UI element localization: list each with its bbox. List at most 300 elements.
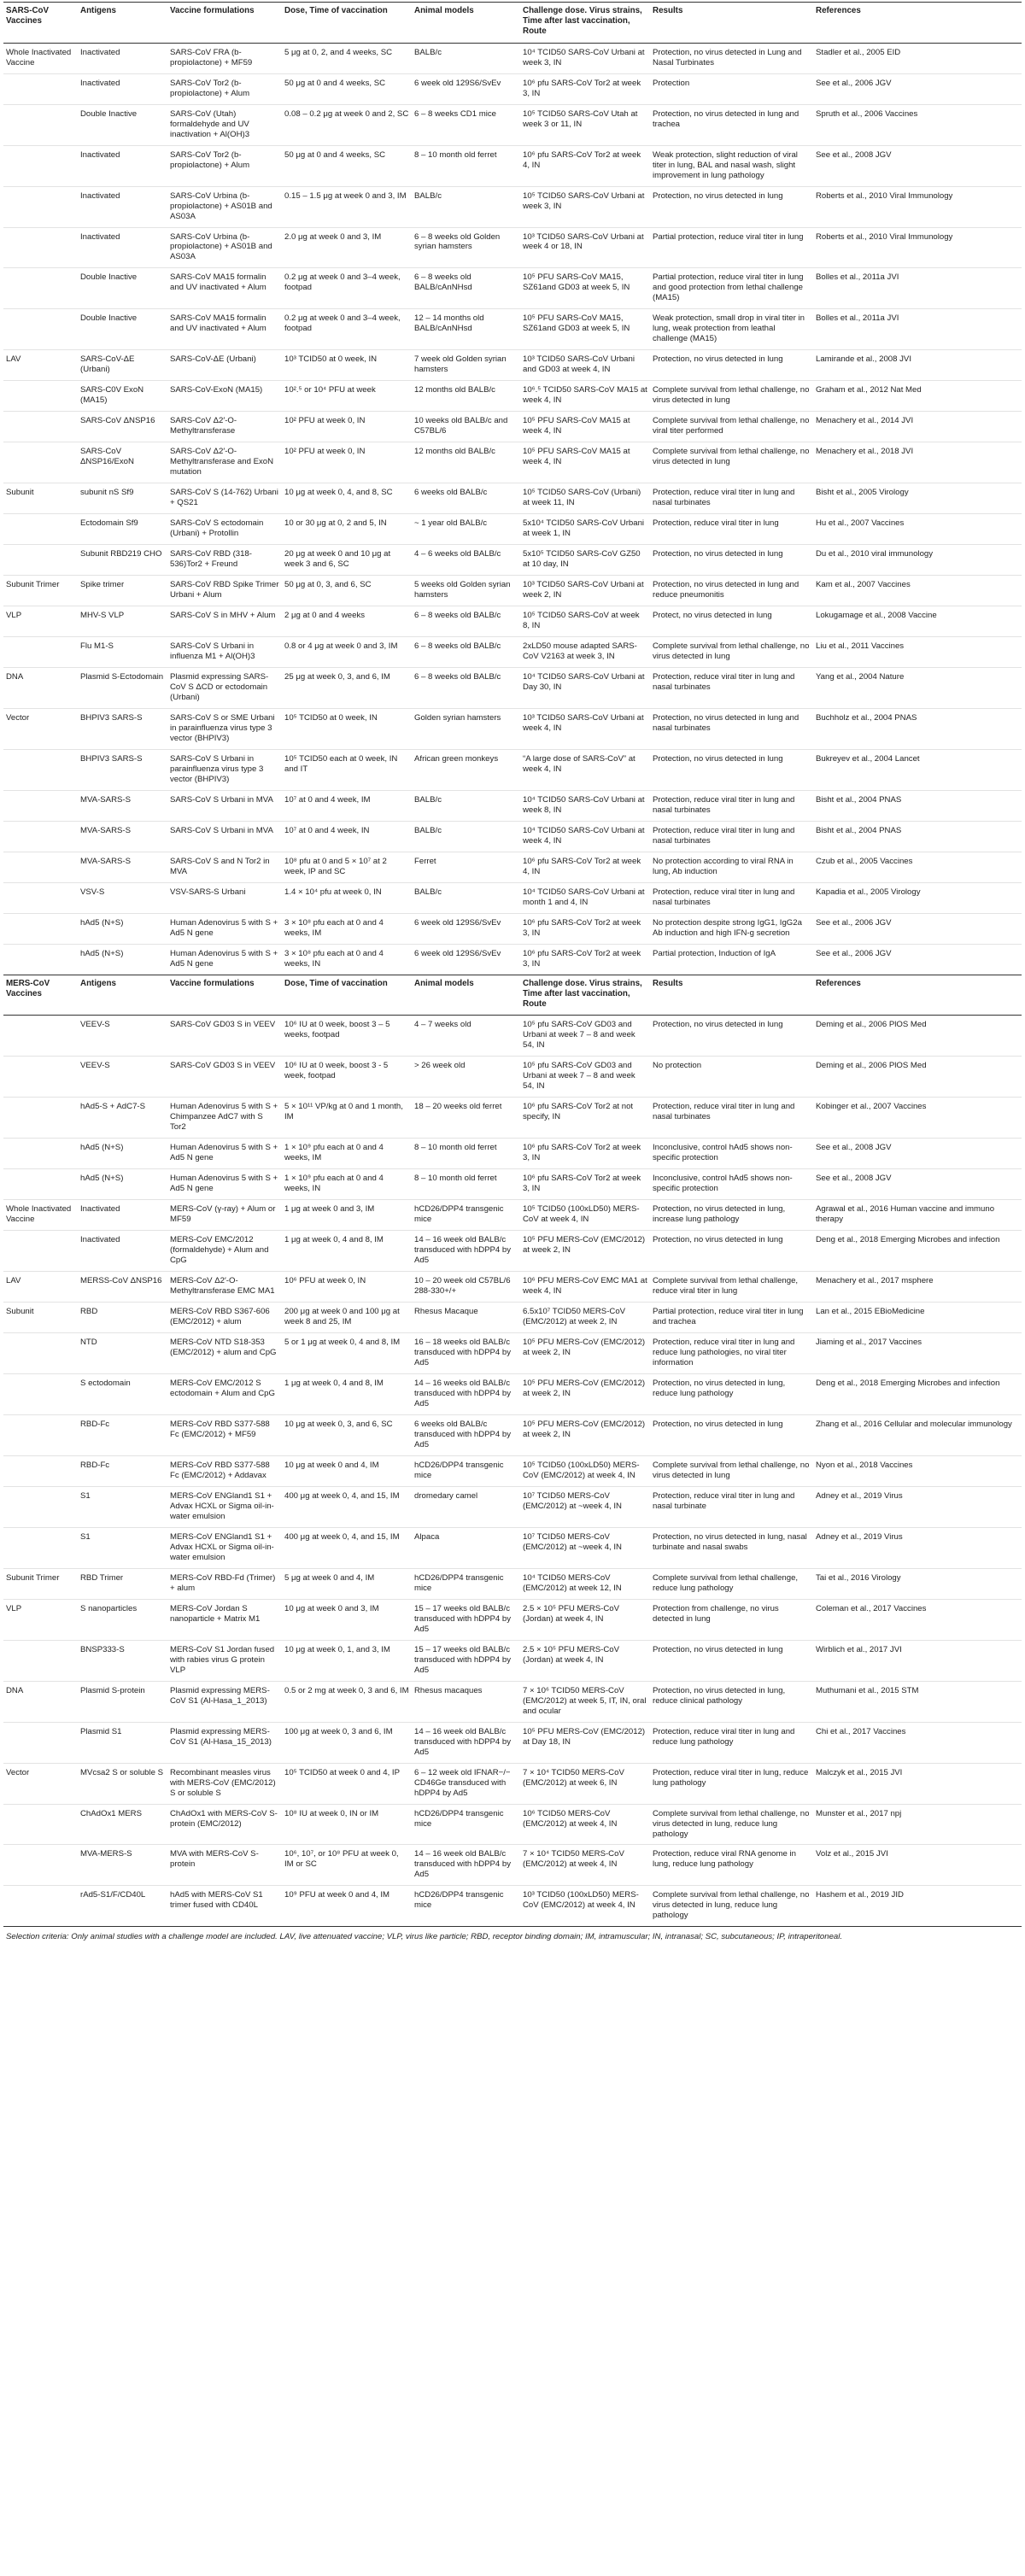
formulation-cell: SARS-CoV S or SME Urbani in parainfluenza virus type 3 vector (BHPIV3)	[167, 708, 282, 749]
reference-cell: See et al., 2008 JGV	[813, 1169, 1022, 1200]
dose-cell: 0.5 or 2 mg at week 0, 3 and 6, IM	[282, 1681, 412, 1722]
table-row	[3, 1681, 1022, 1722]
table-row	[3, 1200, 1022, 1231]
group-cell	[3, 944, 78, 975]
group-cell	[3, 268, 78, 309]
results-cell: Protection, no virus detected in lung	[650, 749, 813, 790]
dose-cell: 10⁸ IU at week 0, IN or IM	[282, 1804, 412, 1845]
group-cell	[3, 514, 78, 545]
table-row	[3, 1527, 1022, 1568]
group-cell	[3, 145, 78, 186]
reference-cell: Lokugamage et al., 2008 Vaccine	[813, 606, 1022, 637]
dose-cell: 10 μg at week 0, 3, and 6, SC	[282, 1414, 412, 1455]
sars-header-formulations: Vaccine formulations	[167, 3, 282, 44]
antigen-cell: hAd5 (N+S)	[78, 944, 167, 975]
challenge-cell: 10³ TCID50 SARS-CoV Urbani at week 4 or 18, IN	[520, 227, 650, 268]
antigen-cell: S ectodomain	[78, 1374, 167, 1415]
antigen-cell: SARS-CoV ΔNSP16/ExoN	[78, 442, 167, 483]
mers-header-formulations: Vaccine formulations	[167, 975, 282, 1016]
antigen-cell: Inactivated	[78, 1231, 167, 1272]
table-row	[3, 1722, 1022, 1763]
animal-model-cell: 10 weeks old BALB/c and C57BL/6	[412, 412, 520, 442]
table-row	[3, 1886, 1022, 1927]
group-cell	[3, 381, 78, 412]
antigen-cell: BHPIV3 SARS-S	[78, 749, 167, 790]
animal-model-cell: 6 weeks old BALB/c transduced with hDPP4 by Ad5	[412, 1414, 520, 1455]
dose-cell: 0.2 μg at week 0 and 3–4 week, footpad	[282, 309, 412, 350]
challenge-cell: 10⁴ TCID50 SARS-CoV Urbani at week 3, IN	[520, 43, 650, 73]
reference-cell: Roberts et al., 2010 Viral Immunology	[813, 227, 1022, 268]
group-cell	[3, 1886, 78, 1927]
formulation-cell: MERS-CoV RBD S367-606 (EMC/2012) + alum	[167, 1303, 282, 1333]
formulation-cell: SARS-CoV Δ2′-O-Methyltransferase and ExoN mutation	[167, 442, 282, 483]
formulation-cell: Human Adenovirus 5 with S + Chimpanzee AdC7 with S Tor2	[167, 1098, 282, 1139]
reference-cell: Muthumani et al., 2015 STM	[813, 1681, 1022, 1722]
group-cell	[3, 227, 78, 268]
animal-model-cell: hCD26/DPP4 transgenic mice	[412, 1568, 520, 1599]
reference-cell: Chi et al., 2017 Vaccines	[813, 1722, 1022, 1763]
challenge-cell: 7 × 10⁴ TCID50 MERS-CoV (EMC/2012) at week 4, IN	[520, 1845, 650, 1886]
animal-model-cell: 14 – 16 week old BALB/c transduced with hDPP4 by Ad5	[412, 1845, 520, 1886]
antigen-cell: S nanoparticles	[78, 1599, 167, 1640]
dose-cell: 5 μg at week 0 and 4, IM	[282, 1568, 412, 1599]
table-row	[3, 637, 1022, 668]
animal-model-cell: Ferret	[412, 852, 520, 882]
challenge-cell: 10³ TCID50 (100xLD50) MERS-CoV (EMC/2012) at week 4, IN	[520, 1886, 650, 1927]
challenge-cell: 10³ TCID50 SARS-CoV Urbani at week 2, IN	[520, 576, 650, 606]
dose-cell: 10 μg at week 0, 1, and 3, IM	[282, 1640, 412, 1681]
animal-model-cell: 14 – 16 week old BALB/c transduced with hDPP4 by Ad5	[412, 1231, 520, 1272]
animal-model-cell: 6 – 12 week old IFNAR−/− CD46Ge transduced with hDPP4 by Ad5	[412, 1763, 520, 1804]
dose-cell: 50 μg at 0 and 4 weeks, SC	[282, 145, 412, 186]
challenge-cell: 10⁵ PFU MERS-CoV (EMC/2012) at week 2, IN	[520, 1414, 650, 1455]
results-cell: Partial protection, Induction of IgA	[650, 944, 813, 975]
antigen-cell: BNSP333-S	[78, 1640, 167, 1681]
dose-cell: 1 μg at week 0, 4 and 8, IM	[282, 1374, 412, 1415]
dose-cell: 1.4 × 10⁴ pfu at week 0, IN	[282, 882, 412, 913]
table-row	[3, 576, 1022, 606]
table-row	[3, 1272, 1022, 1303]
group-cell	[3, 1098, 78, 1139]
table-row	[3, 1763, 1022, 1804]
challenge-cell: 10⁴ TCID50 SARS-CoV Urbani at week 8, IN	[520, 790, 650, 821]
challenge-cell: 10⁶.⁵ TCID50 SARS-CoV MA15 at week 4, IN	[520, 381, 650, 412]
table-row	[3, 350, 1022, 381]
mers-header-row	[3, 975, 1022, 1016]
results-cell: Protection, no virus detected in lung	[650, 1231, 813, 1272]
animal-model-cell: 15 – 17 weeks old BALB/c transduced with hDPP4 by Ad5	[412, 1640, 520, 1681]
group-cell: VLP	[3, 606, 78, 637]
dose-cell: 10⁶, 10⁷, or 10⁸ PFU at week 0, IM or SC	[282, 1845, 412, 1886]
results-cell: Protection, no virus detected in lung	[650, 1640, 813, 1681]
table-row	[3, 668, 1022, 709]
formulation-cell: SARS-CoV S and N Tor2 in MVA	[167, 852, 282, 882]
dose-cell: 2.0 μg at week 0 and 3, IM	[282, 227, 412, 268]
results-cell: Protection, no virus detected in Lung and Nasal Turbinates	[650, 43, 813, 73]
reference-cell: Bolles et al., 2011a JVI	[813, 268, 1022, 309]
dose-cell: 10 μg at week 0 and 3, IM	[282, 1599, 412, 1640]
challenge-cell: 10⁵ PFU SARS-CoV MA15, SZ61and GD03 at week 5, IN	[520, 268, 650, 309]
table-row	[3, 913, 1022, 944]
antigen-cell: SARS-CoV-ΔE (Urbani)	[78, 350, 167, 381]
table-row	[3, 412, 1022, 442]
reference-cell: Munster et al., 2017 npj	[813, 1804, 1022, 1845]
formulation-cell: MERS-CoV ENGland1 S1 + Advax HCXL or Sigma oil-in-water emulsion	[167, 1527, 282, 1568]
group-cell: Subunit Trimer	[3, 1568, 78, 1599]
antigen-cell: hAd5-S + AdC7-S	[78, 1098, 167, 1139]
antigen-cell: Inactivated	[78, 73, 167, 104]
table-row	[3, 790, 1022, 821]
reference-cell: Bisht et al., 2004 PNAS	[813, 821, 1022, 852]
animal-model-cell: Rhesus macaques	[412, 1681, 520, 1722]
results-cell: Partial protection, reduce viral titer in lung and good protection from lethal challenge (MA15)	[650, 268, 813, 309]
challenge-cell: 10⁶ pfu SARS-CoV Tor2 at week 3, IN	[520, 944, 650, 975]
sars-header-references: References	[813, 3, 1022, 44]
formulation-cell: SARS-CoV S Urbani in influenza M1 + Al(OH)3	[167, 637, 282, 668]
animal-model-cell: 12 months old BALB/c	[412, 381, 520, 412]
group-cell	[3, 882, 78, 913]
animal-model-cell: 6 week old 129S6/SvEv	[412, 73, 520, 104]
antigen-cell: S1	[78, 1486, 167, 1527]
reference-cell: Graham et al., 2012 Nat Med	[813, 381, 1022, 412]
antigen-cell: Plasmid S1	[78, 1722, 167, 1763]
reference-cell: Menachery et al., 2018 JVI	[813, 442, 1022, 483]
results-cell: Complete survival from lethal challenge, no virus detected in lung	[650, 637, 813, 668]
reference-cell: See et al., 2006 JGV	[813, 944, 1022, 975]
challenge-cell: 10⁵ TCID50 SARS-CoV Urbani at week 3, IN	[520, 186, 650, 227]
group-cell	[3, 73, 78, 104]
table-row	[3, 1098, 1022, 1139]
reference-cell: Kam et al., 2007 Vaccines	[813, 576, 1022, 606]
sars-header-group: SARS-CoV Vaccines	[3, 3, 78, 44]
group-cell: Vector	[3, 1763, 78, 1804]
group-cell: Whole Inactivated Vaccine	[3, 43, 78, 73]
dose-cell: 10² PFU at week 0, IN	[282, 412, 412, 442]
animal-model-cell: 15 – 17 weeks old BALB/c transduced with hDPP4 by Ad5	[412, 1599, 520, 1640]
results-cell: Protection, reduce viral titer in lung, reduce lung pathology	[650, 1763, 813, 1804]
group-cell	[3, 104, 78, 145]
challenge-cell: 10⁶ pfu SARS-CoV Tor2 at week 4, IN	[520, 852, 650, 882]
group-cell	[3, 1845, 78, 1886]
formulation-cell: SARS-CoV (Utah) formaldehyde and UV inactivation + Al(OH)3	[167, 104, 282, 145]
challenge-cell: 10⁴ TCID50 MERS-CoV (EMC/2012) at week 12, IN	[520, 1568, 650, 1599]
group-cell	[3, 749, 78, 790]
dose-cell: 10² PFU at week 0, IN	[282, 442, 412, 483]
table-footnote: Selection criteria: Only animal studies with a challenge model are included. LAV, live attenuated vaccine; VLP, virus like particle; RBD, receptor binding domain; IM, intramuscular; IN, intranasal; SC, subcutaneous; IP, intraperitoneal.	[6, 1932, 843, 1942]
formulation-cell: SARS-CoV MA15 formalin and UV inactivated + Alum	[167, 268, 282, 309]
reference-cell: Menachery et al., 2014 JVI	[813, 412, 1022, 442]
results-cell: Complete survival from lethal challenge, no virus detected in lung	[650, 442, 813, 483]
results-cell: Partial protection, reduce viral titer in lung	[650, 227, 813, 268]
group-cell	[3, 790, 78, 821]
results-cell: Weak protection, slight reduction of viral titer in lung, BAL and nasal wash, slight improvement in lung pathology	[650, 145, 813, 186]
challenge-cell: 5x10⁴ TCID50 SARS-CoV Urbani at week 1, IN	[520, 514, 650, 545]
reference-cell: Nyon et al., 2018 Vaccines	[813, 1455, 1022, 1486]
animal-model-cell: BALB/c	[412, 821, 520, 852]
animal-model-cell: hCD26/DPP4 transgenic mice	[412, 1455, 520, 1486]
results-cell: Protection, no virus detected in lung and trachea	[650, 104, 813, 145]
dose-cell: 10 or 30 μg at 0, 2 and 5, IN	[282, 514, 412, 545]
formulation-cell: SARS-CoV-ΔE (Urbani)	[167, 350, 282, 381]
dose-cell: 400 μg at week 0, 4, and 15, IM	[282, 1527, 412, 1568]
results-cell: Inconclusive, control hAd5 shows non-specific protection	[650, 1139, 813, 1169]
antigen-cell: Flu M1-S	[78, 637, 167, 668]
group-cell: VLP	[3, 1599, 78, 1640]
challenge-cell: 2.5 × 10⁵ PFU MERS-CoV (Jordan) at week 4, IN	[520, 1599, 650, 1640]
animal-model-cell: 4 – 6 weeks old BALB/c	[412, 545, 520, 576]
sars-header-dose: Dose, Time of vaccination	[282, 3, 412, 44]
reference-cell: Lamirande et al., 2008 JVI	[813, 350, 1022, 381]
table-row	[3, 186, 1022, 227]
formulation-cell: SARS-CoV S (14-762) Urbani + QS21	[167, 483, 282, 514]
table-row	[3, 1333, 1022, 1374]
formulation-cell: Human Adenovirus 5 with S + Ad5 N gene	[167, 1139, 282, 1169]
challenge-cell: 10⁶ pfu SARS-CoV Tor2 at week 3, IN	[520, 1169, 650, 1200]
reference-cell: Malczyk et al., 2015 JVI	[813, 1763, 1022, 1804]
animal-model-cell: 14 – 16 week old BALB/c transduced with hDPP4 by Ad5	[412, 1722, 520, 1763]
formulation-cell: Human Adenovirus 5 with S + Ad5 N gene	[167, 944, 282, 975]
formulation-cell: SARS-CoV FRA (b-propiolactone) + MF59	[167, 43, 282, 73]
antigen-cell: Subunit RBD219 CHO	[78, 545, 167, 576]
dose-cell: 3 × 10⁸ pfu each at 0 and 4 weeks, IN	[282, 944, 412, 975]
sars-header-results: Results	[650, 3, 813, 44]
animal-model-cell: 7 week old Golden syrian hamsters	[412, 350, 520, 381]
group-cell	[3, 1169, 78, 1200]
dose-cell: 50 μg at 0, 3, and 6, SC	[282, 576, 412, 606]
sars-table-body	[3, 43, 1022, 975]
formulation-cell: MERS-CoV RBD S377-588 Fc (EMC/2012) + MF59	[167, 1414, 282, 1455]
results-cell: Weak protection, small drop in viral titer in lung, weak protection from leathal challenge (MA15)	[650, 309, 813, 350]
challenge-cell: 10⁵ TCID50 SARS-CoV at week 8, IN	[520, 606, 650, 637]
mers-header	[3, 975, 1022, 1016]
table-row	[3, 73, 1022, 104]
animal-model-cell: 18 – 20 weeks old ferret	[412, 1098, 520, 1139]
antigen-cell: ChAdOx1 MERS	[78, 1804, 167, 1845]
group-cell	[3, 1527, 78, 1568]
group-cell: DNA	[3, 1681, 78, 1722]
antigen-cell: MVcsa2 S or soluble S	[78, 1763, 167, 1804]
table-row	[3, 1169, 1022, 1200]
challenge-cell: 10⁵ PFU MERS-CoV (EMC/2012) at Day 18, IN	[520, 1722, 650, 1763]
mers-header-results: Results	[650, 975, 813, 1016]
animal-model-cell: 8 – 10 month old ferret	[412, 1169, 520, 1200]
challenge-cell: 10⁴ TCID50 SARS-CoV Urbani at week 4, IN	[520, 821, 650, 852]
reference-cell: Hu et al., 2007 Vaccines	[813, 514, 1022, 545]
table-row	[3, 1640, 1022, 1681]
reference-cell: Zhang et al., 2016 Cellular and molecular immunology	[813, 1414, 1022, 1455]
group-cell	[3, 821, 78, 852]
results-cell: Protection, no virus detected in lung	[650, 350, 813, 381]
animal-model-cell: BALB/c	[412, 882, 520, 913]
group-cell	[3, 1640, 78, 1681]
antigen-cell: Plasmid S-protein	[78, 1681, 167, 1722]
animal-model-cell: African green monkeys	[412, 749, 520, 790]
reference-cell: Volz et al., 2015 JVI	[813, 1845, 1022, 1886]
results-cell: Complete survival from lethal challenge, reduce viral titer in lung	[650, 1272, 813, 1303]
reference-cell: Lan et al., 2015 EBioMedicine	[813, 1303, 1022, 1333]
reference-cell: See et al., 2006 JGV	[813, 73, 1022, 104]
animal-model-cell: 12 months old BALB/c	[412, 442, 520, 483]
table-row	[3, 227, 1022, 268]
formulation-cell: SARS-CoV RBD (318-536)Tor2 + Freund	[167, 545, 282, 576]
table-row	[3, 1455, 1022, 1486]
animal-model-cell: 12 – 14 months old BALB/cAnNHsd	[412, 309, 520, 350]
results-cell: Protection, no virus detected in lung, reduce lung pathology	[650, 1374, 813, 1415]
formulation-cell: MERS-CoV S1 Jordan fused with rabies virus G protein VLP	[167, 1640, 282, 1681]
group-cell: Subunit	[3, 483, 78, 514]
table-row	[3, 104, 1022, 145]
reference-cell: Bukreyev et al., 2004 Lancet	[813, 749, 1022, 790]
reference-cell: Czub et al., 2005 Vaccines	[813, 852, 1022, 882]
reference-cell: Liu et al., 2011 Vaccines	[813, 637, 1022, 668]
reference-cell: Buchholz et al., 2004 PNAS	[813, 708, 1022, 749]
results-cell: No protection according to viral RNA in lung, Ab induction	[650, 852, 813, 882]
table-row	[3, 381, 1022, 412]
group-cell: LAV	[3, 1272, 78, 1303]
mers-header-animal-models: Animal models	[412, 975, 520, 1016]
sars-header-animal-models: Animal models	[412, 3, 520, 44]
formulation-cell: SARS-CoV S in MHV + Alum	[167, 606, 282, 637]
reference-cell: Roberts et al., 2010 Viral Immunology	[813, 186, 1022, 227]
group-cell	[3, 1057, 78, 1098]
formulation-cell: hAd5 with MERS-CoV S1 trimer fused with CD40L	[167, 1886, 282, 1927]
formulation-cell: SARS-CoV S Urbani in MVA	[167, 821, 282, 852]
group-cell	[3, 637, 78, 668]
table-row	[3, 442, 1022, 483]
formulation-cell: ChAdOx1 with MERS-CoV S-protein (EMC/2012)	[167, 1804, 282, 1845]
group-cell	[3, 913, 78, 944]
results-cell: Protection, no virus detected in lung, reduce clinical pathology	[650, 1681, 813, 1722]
animal-model-cell: Alpaca	[412, 1527, 520, 1568]
challenge-cell: 10⁵ PFU SARS-CoV MA15 at week 4, IN	[520, 442, 650, 483]
group-cell	[3, 1374, 78, 1415]
animal-model-cell: Rhesus Macaque	[412, 1303, 520, 1333]
animal-model-cell: 6 – 8 weeks old BALB/cAnNHsd	[412, 268, 520, 309]
dose-cell: 10⁷ at 0 and 4 week, IM	[282, 790, 412, 821]
antigen-cell: Double Inactive	[78, 309, 167, 350]
mers-header-challenge: Challenge dose. Virus strains, Time after last vaccination, Route	[520, 975, 650, 1016]
reference-cell: Deng et al., 2018 Emerging Microbes and infection	[813, 1374, 1022, 1415]
antigen-cell: VEEV-S	[78, 1057, 167, 1098]
group-cell	[3, 1722, 78, 1763]
antigen-cell: VSV-S	[78, 882, 167, 913]
challenge-cell: 10⁵ PFU MERS-CoV (EMC/2012) at week 2, IN	[520, 1333, 650, 1374]
dose-cell: 10⁹ PFU at week 0 and 4, IM	[282, 1886, 412, 1927]
challenge-cell: 10⁷ TCID50 MERS-CoV (EMC/2012) at ~week 4, IN	[520, 1527, 650, 1568]
reference-cell: Kapadia et al., 2005 Virology	[813, 882, 1022, 913]
challenge-cell: 10⁶ pfu SARS-CoV Tor2 at week 4, IN	[520, 145, 650, 186]
formulation-cell: Recombinant measles virus with MERS-CoV (EMC/2012) S or soluble S	[167, 1763, 282, 1804]
results-cell: Protection, reduce viral titer in lung and nasal turbinates	[650, 790, 813, 821]
challenge-cell: 6.5x10⁷ TCID50 MERS-CoV (EMC/2012) at week 2, IN	[520, 1303, 650, 1333]
table-row	[3, 1568, 1022, 1599]
dose-cell: 0.08 – 0.2 μg at week 0 and 2, SC	[282, 104, 412, 145]
formulation-cell: MERS-CoV ENGland1 S1 + Advax HCXL or Sigma oil-in-water emulsion	[167, 1486, 282, 1527]
animal-model-cell: 10 – 20 week old C57BL/6 288-330+/+	[412, 1272, 520, 1303]
formulation-cell: SARS-CoV S ectodomain (Urbani) + Protollin	[167, 514, 282, 545]
formulation-cell: MERS-CoV NTD S18-353 (EMC/2012) + alum and CpG	[167, 1333, 282, 1374]
table-row	[3, 1845, 1022, 1886]
animal-model-cell: BALB/c	[412, 790, 520, 821]
formulation-cell: SARS-CoV RBD Spike Trimer Urbani + Alum	[167, 576, 282, 606]
table-row	[3, 944, 1022, 975]
reference-cell: Adney et al., 2019 Virus	[813, 1527, 1022, 1568]
results-cell: Inconclusive, control hAd5 shows non-specific protection	[650, 1169, 813, 1200]
sars-header	[3, 3, 1022, 44]
reference-cell: Wirblich et al., 2017 JVI	[813, 1640, 1022, 1681]
dose-cell: 10⁶ PFU at week 0, IN	[282, 1272, 412, 1303]
results-cell: Partial protection, reduce viral titer in lung and trachea	[650, 1303, 813, 1333]
antigen-cell: RBD-Fc	[78, 1455, 167, 1486]
group-cell: Subunit	[3, 1303, 78, 1333]
challenge-cell: 10³ TCID50 SARS-CoV Urbani at week 4, IN	[520, 708, 650, 749]
table-row	[3, 749, 1022, 790]
reference-cell: Deng et al., 2018 Emerging Microbes and infection	[813, 1231, 1022, 1272]
antigen-cell: RBD	[78, 1303, 167, 1333]
antigen-cell: Double Inactive	[78, 104, 167, 145]
formulation-cell: MERS-CoV Jordan S nanoparticle + Matrix M1	[167, 1599, 282, 1640]
challenge-cell: 10⁶ TCID50 MERS-CoV (EMC/2012) at week 4, IN	[520, 1804, 650, 1845]
table-row	[3, 268, 1022, 309]
vaccine-table	[3, 2, 1022, 1927]
formulation-cell: SARS-CoV GD03 S in VEEV	[167, 1016, 282, 1057]
table-row	[3, 1599, 1022, 1640]
dose-cell: 25 μg at week 0, 3, and 6, IM	[282, 668, 412, 709]
dose-cell: 10⁵ TCID50 at 0 week, IN	[282, 708, 412, 749]
dose-cell: 5 or 1 μg at week 0, 4 and 8, IM	[282, 1333, 412, 1374]
challenge-cell: 10⁵ PFU SARS-CoV MA15 at week 4, IN	[520, 412, 650, 442]
reference-cell: Spruth et al., 2006 Vaccines	[813, 104, 1022, 145]
animal-model-cell: Golden syrian hamsters	[412, 708, 520, 749]
animal-model-cell: > 26 week old	[412, 1057, 520, 1098]
table-row	[3, 821, 1022, 852]
formulation-cell: Plasmid expressing MERS-CoV S1 (Al-Hasa_15_2013)	[167, 1722, 282, 1763]
animal-model-cell: 6 – 8 weeks old Golden syrian hamsters	[412, 227, 520, 268]
results-cell: Protection, reduce viral titer in lung and nasal turbinates	[650, 1098, 813, 1139]
group-cell	[3, 309, 78, 350]
results-cell: Protection, no virus detected in lung, increase lung pathology	[650, 1200, 813, 1231]
antigen-cell: Plasmid S-Ectodomain	[78, 668, 167, 709]
reference-cell: Agrawal et al., 2016 Human vaccine and immuno therapy	[813, 1200, 1022, 1231]
antigen-cell: Inactivated	[78, 227, 167, 268]
antigen-cell: rAd5-S1/F/CD40L	[78, 1886, 167, 1927]
group-cell: LAV	[3, 350, 78, 381]
results-cell: Protection, reduce viral titer in lung and nasal turbinates	[650, 483, 813, 514]
formulation-cell: MERS-CoV (γ-ray) + Alum or MF59	[167, 1200, 282, 1231]
results-cell: Complete survival from lethal challenge, no virus detected in lung, reduce lung pathology	[650, 1886, 813, 1927]
formulation-cell: MERS-CoV EMC/2012 S ectodomain + Alum and CpG	[167, 1374, 282, 1415]
challenge-cell: 10⁵ pfu SARS-CoV GD03 and Urbani at week 7 – 8 and week 54, IN	[520, 1057, 650, 1098]
group-cell: Vector	[3, 708, 78, 749]
results-cell: Complete survival from lethal challenge, no virus detected in lung, reduce lung pathology	[650, 1804, 813, 1845]
animal-model-cell: 6 week old 129S6/SvEv	[412, 913, 520, 944]
challenge-cell: 10⁴ TCID50 SARS-CoV Urbani at Day 30, IN	[520, 668, 650, 709]
dose-cell: 10².⁵ or 10⁴ PFU at week	[282, 381, 412, 412]
dose-cell: 0.8 or 4 μg at week 0 and 3, IM	[282, 637, 412, 668]
animal-model-cell: 8 – 10 month old ferret	[412, 1139, 520, 1169]
dose-cell: 10 μg at week 0 and 4, IM	[282, 1455, 412, 1486]
group-cell	[3, 1804, 78, 1845]
antigen-cell: RBD-Fc	[78, 1414, 167, 1455]
animal-model-cell: dromedary camel	[412, 1486, 520, 1527]
antigen-cell: NTD	[78, 1333, 167, 1374]
antigen-cell: MVA-SARS-S	[78, 821, 167, 852]
dose-cell: 100 μg at week 0, 3 and 6, IM	[282, 1722, 412, 1763]
antigen-cell: Inactivated	[78, 145, 167, 186]
antigen-cell: BHPIV3 SARS-S	[78, 708, 167, 749]
antigen-cell: hAd5 (N+S)	[78, 1139, 167, 1169]
dose-cell: 10⁷ at 0 and 4 week, IN	[282, 821, 412, 852]
